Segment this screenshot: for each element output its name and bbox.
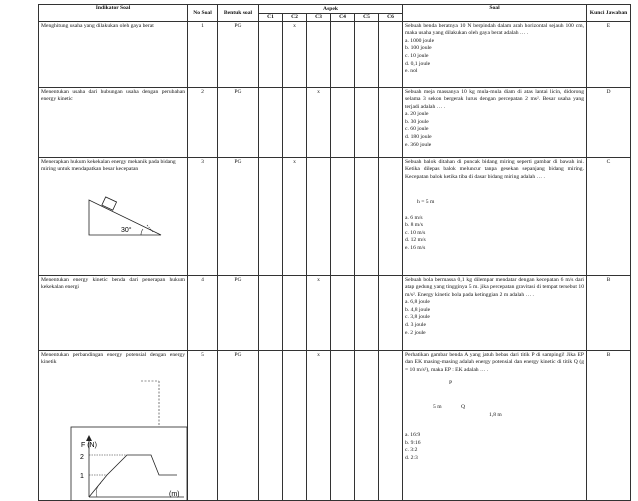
kunci-cell: E [587, 22, 631, 88]
option-e: e. nol [405, 68, 418, 75]
header-kunci: Kunci Jawaban [587, 5, 631, 22]
height-18m-label: 1,8 m [489, 412, 502, 419]
option-d: d. 0,1 joule [405, 60, 431, 67]
aspek-mark: x [307, 351, 331, 501]
option-a: a. 6,8 joule [405, 299, 430, 306]
header-indikator: Indikator Soal [39, 5, 188, 22]
header-bentuk-soal: Bentuk soal [218, 5, 259, 22]
option-c: c. 60 joule [405, 126, 429, 133]
header-c1: C1 [259, 14, 283, 22]
option-c: c. 3:2 [405, 447, 418, 454]
option-d: d. 180 joule [405, 134, 432, 140]
option-e: e. 16 m/s [405, 245, 426, 251]
soal-cell [403, 276, 587, 351]
option-c: c. 10 joule [405, 53, 429, 59]
point-q-label: Q [461, 404, 466, 411]
height-label: h = 5 m [417, 199, 435, 206]
option-a: a. 16:9 [405, 432, 421, 439]
option-b: b. 100 joule [405, 45, 432, 52]
graph-y-tick-2: 2 [80, 454, 84, 461]
kunci-cell: C [587, 158, 631, 276]
option-a: a. 6 m/s [405, 214, 423, 221]
header-row-1 [39, 5, 631, 14]
option-a: a. 20 joule [405, 111, 429, 118]
option-b: b. 4,8 joule [405, 306, 431, 313]
kunci-cell: B [587, 276, 631, 351]
option-e: e. 2 joule [405, 329, 426, 336]
no-cell: 4 [188, 276, 218, 351]
soal-cell [403, 351, 587, 501]
aspek-mark: x [283, 158, 307, 276]
indikator-cell: Menentukan usaha dari hubungan usaha dengan perubahan energy kinetic [39, 88, 188, 158]
option-c: c. 3,8 joule [405, 314, 430, 321]
header-c5: C5 [355, 14, 379, 22]
indikator-text: Menerapkan hukum kekekalan energy mekanik pada bidang miring untuk mendapatkan besar kecepatan [41, 159, 176, 173]
aspek-mark: x [283, 22, 307, 88]
option-b: b. 30 joule [405, 118, 429, 125]
bentuk-cell: PG [218, 88, 259, 158]
header-c6: C6 [379, 14, 403, 22]
option-d: d. 12 m/s [405, 237, 426, 244]
bentuk-cell: PG [218, 351, 259, 501]
bentuk-cell: PG [218, 22, 259, 88]
table-row [39, 276, 631, 351]
option-b: b. 9:16 [405, 439, 421, 446]
bentuk-cell: PG [218, 276, 259, 351]
indikator-cell: Menghitung usaha yang dilakukan oleh gaya berat [39, 22, 188, 88]
no-cell: 3 [188, 158, 218, 276]
question-text: Sebuah meja massanya 10 kg mula-mula diam di atas lantai licin, didorong selama 3 sekon bergerak lurus dengan percepatan 2 ms². Besar usaha yang terjadi adalah … . [405, 89, 584, 110]
option-e: e. 360 joule [405, 141, 432, 148]
option-a: a. 1000 joule [405, 37, 435, 44]
soal-cell [403, 22, 587, 88]
header-c2: C2 [283, 14, 307, 22]
height-5m-label: 5 m [433, 404, 442, 411]
kunci-cell: B [587, 351, 631, 501]
soal-cell [403, 158, 587, 276]
option-d: d. 2:3 [405, 455, 418, 461]
kunci-cell: D [587, 88, 631, 158]
incline-diagram [81, 180, 171, 240]
table-row [39, 158, 631, 276]
angle-label: 30° [121, 226, 132, 234]
block-shape [102, 197, 117, 210]
table-row [39, 351, 631, 501]
point-p-label: P [449, 380, 453, 387]
question-grid-table [38, 4, 631, 501]
no-cell: 1 [188, 22, 218, 88]
bentuk-cell: PG [218, 158, 259, 276]
no-cell: 5 [188, 351, 218, 501]
option-c: c. 10 m/s [405, 229, 426, 236]
indikator-cell [39, 158, 188, 276]
option-b: b. 8 m/s [405, 222, 423, 229]
question-text: Sebuah bola bermassa 0,1 kg dilempar mendatar dengan kecepatan 6 m/s dari atap gedung yang tingginya 5 m. jika percepatan gravitasi di tempat tersebut 10 m/s². Energy kinetic bola pada ketinggian 2 m adalah … . [405, 277, 584, 298]
header-c4: C4 [331, 14, 355, 22]
indikator-cell: Menentukan energy kinetic benda dari penerapan hukum kekekalan energi [39, 276, 188, 351]
no-cell: 2 [188, 88, 218, 158]
aspek-mark: x [307, 88, 331, 158]
option-d: d. 3 joule [405, 322, 426, 328]
header-c3: C3 [307, 14, 331, 22]
indikator-cell [39, 351, 188, 501]
question-text: Sebuah balok ditahan di puncak bidang miring seperti gambar di bawah ini. Ketika dilepas balok meluncur tanpa gesekan sepanjang bidang miring. Kecepatan balok ketika tiba di dasar bidang miring adalah … . [405, 159, 584, 180]
aspek-mark: x [307, 276, 331, 351]
indikator-text: Menentukan perbandingan energy potensial dengan energy kinetik [41, 352, 185, 366]
graph-y-axis-label: F (N) [81, 442, 97, 449]
question-text: Sebuah benda beratnya 10 N berpindah dalam arah horizontal sejauh 100 cm, maka usaha yang dilakukan oleh gaya berat adalah … . [405, 23, 584, 37]
question-text: Perhatikan gambar benda A yang jatuh bebas dari titik P di sampingi! Jika EP dan EK masing-masing adalah energy potensial dan energy kinetic di titik Q (g = 10 m/s²), maka EP : EK adalah … . [405, 352, 584, 373]
header-soal: Soal [403, 5, 587, 22]
graph-y-tick-1: 1 [80, 473, 84, 480]
force-graph [39, 379, 189, 499]
header-no-soal: No Soal [188, 5, 218, 22]
header-aspek: Aspek [259, 5, 403, 14]
table-row [39, 22, 631, 88]
graph-x-axis-label: (m) [169, 491, 180, 498]
soal-cell [403, 88, 587, 158]
drop-figure [405, 374, 584, 432]
table-row [39, 88, 631, 158]
